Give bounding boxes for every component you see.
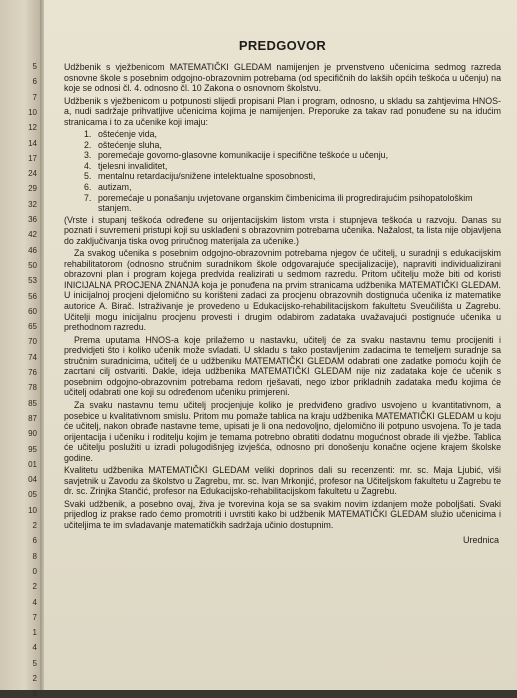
left-page-number: 0 <box>32 566 37 576</box>
paragraph-5: Svaki udžbenik, a posebno ovaj, živa je tvorevina koja se sa svakim novim izdanjem može poboljšati. Svaki prijedlog iz prakse rado ćemo promotriti i uvrstiti kako bi udžbenik MATEMATIČKI GLEDAM služio učenicima i učiteljima te im svladavanje matematičkih sadržaja učinio dostupnim. <box>64 498 501 530</box>
condition-number: 5. <box>84 171 92 182</box>
book-page <box>44 0 517 690</box>
left-page-number: 05 <box>28 490 37 500</box>
left-page-number: 01 <box>28 459 37 469</box>
condition-number: 2. <box>84 139 92 150</box>
left-page-number: 6 <box>32 536 37 546</box>
left-page-number: 85 <box>28 398 37 408</box>
left-page-number: 70 <box>28 337 37 347</box>
condition-text: oštećenje sluha, <box>98 139 162 150</box>
condition-text: tjelesni invaliditet, <box>98 160 168 171</box>
left-page-number: 60 <box>28 306 37 316</box>
condition-item <box>84 182 501 193</box>
left-page-number: 12 <box>28 123 37 133</box>
left-page-number: 90 <box>28 429 37 439</box>
condition-number: 7. <box>84 192 92 203</box>
left-page-number: 2 <box>32 674 37 683</box>
condition-number: 3. <box>84 150 92 161</box>
paragraph-3: Za svaku nastavnu temu učitelj procjenjuje koliko je predviđeno gradivo usvojeno u kvantitativnom, a posebice u kvalitativnom smislu. Pritom mu pomaže tablica na kraju udžbenika MATEMATIČKI GLEDAM u koju će učitelj, nakon obrađe nastavne teme, upisati je li ona nedovoljno, djelomično ili potpuno usvojena. To je tada orijentacija i učeniku i roditelju kojim je temama potrebno obratiti dodatnu mogućnost obrade ili vježbe. Tablica će učitelju poslužiti u izradi polugodišnjeg izvješća, odnosno pri donošenju konačne ocjene krajem školske godine. <box>64 399 501 463</box>
left-page-number: 6 <box>32 77 37 87</box>
left-page-number: 87 <box>28 413 37 423</box>
left-page-number: 2 <box>32 521 37 530</box>
left-page-number: 7 <box>32 612 37 622</box>
left-page-number: 78 <box>28 383 37 393</box>
left-page-number: 42 <box>28 230 37 240</box>
paragraph-2: Prema uputama HNOS-a koje prilažemo u nastavku, učitelj će za svaku nastavnu temu procijeniti i predvidjeti što i koliko učenik može svladati. U skladu s tako postavljenim zadacima te temeljem suradnje sa stručnim suradnicima, učitelj će u udžbeniku MATEMATIČKI GLEDAM odabrati one zadatke pomoću kojih će zacrtani cilj ostvariti. Dakle, ideja udžbenika MATEMATIČKI GLEDAM nije niz zadataka koje će učenik s posebnim odgojno-obrazovnim potrebama redom rješavati, nego izbor prikladnih zadataka među kojima će učitelj odabrati one koji su određenom učeniku primjereni. <box>64 334 501 398</box>
left-page-number: 76 <box>28 368 37 377</box>
left-page-number: 32 <box>28 199 37 209</box>
condition-item <box>84 171 501 182</box>
left-page-edge <box>0 0 40 698</box>
left-page-number: 46 <box>28 245 37 255</box>
left-page-number: 50 <box>28 260 37 270</box>
left-page-number: 74 <box>28 352 37 362</box>
condition-text: poremećaje u ponašanju uvjetovane organskim čimbenicima ili progredirajućim psihopatološkim stanjem. <box>98 192 473 214</box>
condition-text: oštećenje vida, <box>98 129 157 140</box>
intro-paragraph-1: Udžbenik s vježbenicom MATEMATIČKI GLEDAM namijenjen je prvenstveno učenicima sedmog razreda osnovne škole s posebnim odgojno-obrazovnim potrebama (od specifičnih do lakših općih teškoća u učenju) na koje se odnosi čl. 4. odnosno čl. 10 Zakona o osnovnom školstvu. <box>64 62 501 94</box>
left-page-number: 4 <box>32 597 37 607</box>
condition-item <box>84 129 501 140</box>
condition-text: mentalnu retardaciju/snižene intelektualne sposobnosti, <box>98 171 316 182</box>
left-page-number: 4 <box>32 643 37 653</box>
left-page-number: 7 <box>32 92 37 102</box>
signature: Urednica <box>462 534 499 545</box>
condition-item <box>84 140 501 151</box>
note-paragraph: (Vrste i stupanj teškoća određene su orijentacijskim listom vrsta i stupnjeva teškoća u razvoju. Danas su poznati i suvremeni pristupi koji su usklađeni s obrazovnim potrebama učenika. Nažalost, ta lista nije objavljena do zaključivanja tiska ovog priručnog materijala za učenike.) <box>64 214 501 246</box>
left-page-number: 1 <box>32 628 37 638</box>
left-page-number: 53 <box>28 276 37 286</box>
left-page-number: 04 <box>28 475 37 485</box>
left-page-number: 10 <box>28 505 37 515</box>
paragraph-1: Za svakog učenika s posebnim odgojno-obrazovnim potrebama njegov će učitelj, u suradnji s edukacijskim rehabilitatorom (odnosno stručnim suradnikom škole odgovarajuće specijalizacije), napraviti individualizirani obrazovni plan i program kojega predvida realizirati u sedmom razredu. Pritom učitelju može biti od koristi INICIJALNA PROCJENA ZNANJA koja je ponuđena na prvim stranicama udžbenika MATEMATIČKI GLEDAM. U inicijalnoj procjeni djelomično su korišteni zadaci za procjenu obrazovnih dostignuća učenika iz matematike autorice A. Birač. Istraživanje je provedeno u Edukacijsko-rehabilitacijskom fakultetu Sveučilišta u Zagrebu. Učitelji mogu inicijalnu procjenu provesti i drugim odabirom zadataka uvažavajući postignuće učenika u prethodnom razredu. <box>64 248 501 333</box>
left-page-number: 5 <box>32 689 37 698</box>
left-page-number: 95 <box>28 444 37 454</box>
condition-item <box>84 161 501 172</box>
page-title: PREDGOVOR <box>238 38 327 53</box>
condition-item <box>84 193 501 214</box>
left-page-number: 5 <box>32 62 37 71</box>
left-page-number: 29 <box>28 184 37 194</box>
left-page-number: 56 <box>28 291 37 301</box>
condition-number: 1. <box>84 129 92 140</box>
left-page-number: 17 <box>28 153 37 163</box>
left-page-number: 65 <box>28 322 37 332</box>
conditions-list <box>64 129 501 213</box>
left-page-number: 8 <box>32 551 37 561</box>
left-page-number: 5 <box>32 658 37 668</box>
left-page-number: 2 <box>32 582 37 592</box>
condition-number: 6. <box>84 182 92 193</box>
left-page-number: 14 <box>28 138 37 148</box>
condition-text: autizam, <box>98 182 132 193</box>
condition-item <box>84 150 501 161</box>
paragraph-4: Kvalitetu udžbenika MATEMATIČKI GLEDAM veliki doprinos dali su recenzenti: mr. sc. Maja Ljubić, viši savjetnik u Zavodu za školstvo u Zagrebu, mr. sc. Ivan Mrkonjić, profesor na Učiteljskom fakultetu u Zagrebu te dr. sc. Zrinjka Stančić, profesor na Edukacijsko-rehabilitacijskom fakultetu u Zagrebu. <box>64 465 501 497</box>
condition-number: 4. <box>84 160 92 171</box>
left-page-number: 10 <box>28 107 37 117</box>
intro-paragraph-2: Udžbenik s vježbenicom u potpunosti slijedi propisani Plan i program, odnosno, u skladu sa zahtjevima HNOS-a, nudi sadržaje prihvatljive učenicima kojima je namijenjen. Preporuke za takav rad ponuđene su na idućim stranicama i to za učenike koji imaju: <box>64 95 501 127</box>
left-page-number: 24 <box>28 169 37 179</box>
condition-text: poremećaje govorno-glasovne komunikacije i specifične teškoće u učenju, <box>98 150 389 161</box>
left-page-number: 36 <box>28 215 37 224</box>
